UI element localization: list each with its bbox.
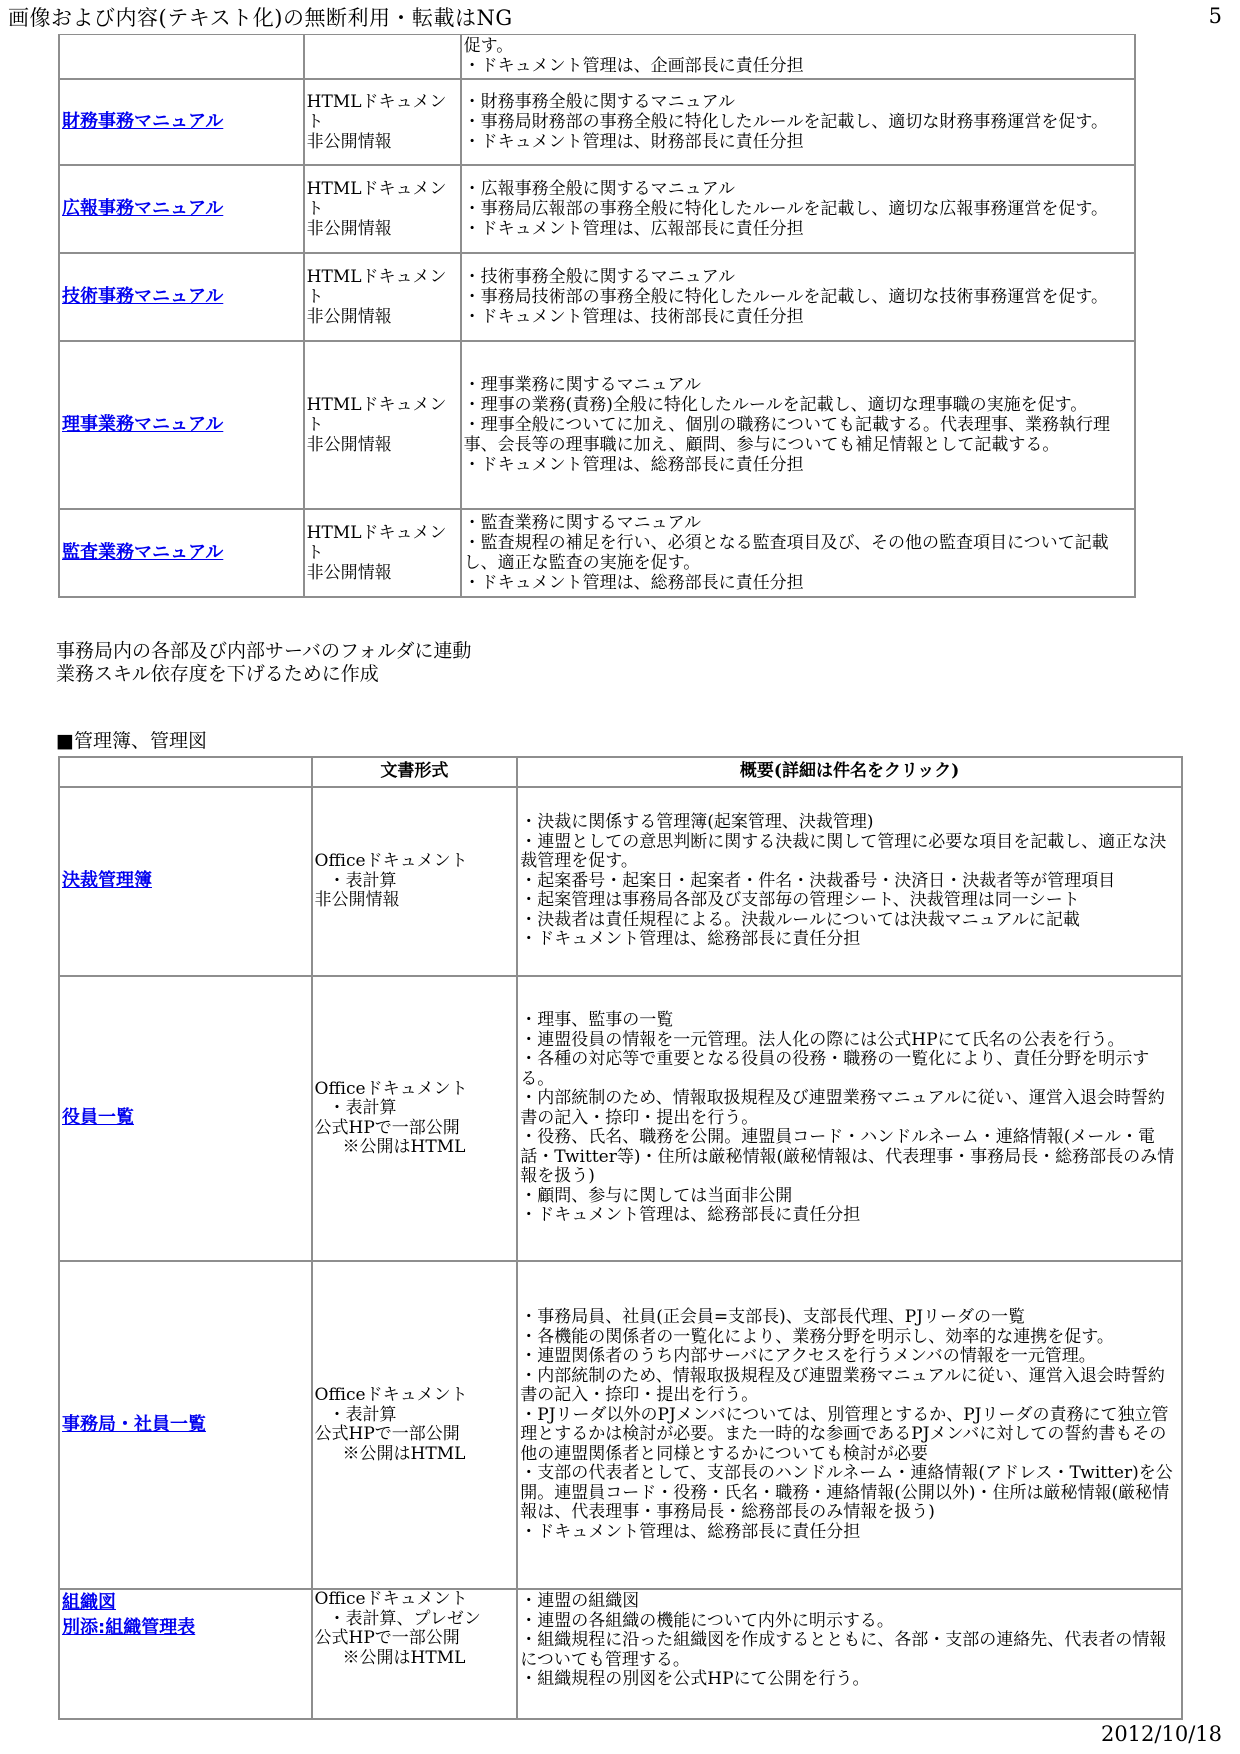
description-line: ・監査業務に関するマニュアル	[463, 512, 701, 533]
description-line: ・内部統制のため、情報取扱規程及び連盟業務マニュアルに従い、運営入退会時誓約書の記入・捺印・提出を行う。	[520, 1088, 1165, 1128]
format-line: HTMLドキュメント	[306, 395, 447, 435]
column-header	[59, 757, 312, 787]
description-line: ・起案管理は事務局各部及び支部毎の管理シート、決裁管理は同一シート	[520, 890, 1080, 911]
pr-manual-link[interactable]: 広報事務マニュアル	[62, 198, 224, 219]
note-line: 事務局内の各部及び内部サーバのフォルダに連動	[56, 640, 472, 662]
format-line: 非公開情報	[306, 132, 392, 152]
description-line: ・連盟関係者のうち内部サーバにアクセスを行うメンバの情報を一元管理。	[520, 1346, 1096, 1366]
org-management-table-link[interactable]: 別添:組織管理表	[62, 1616, 196, 1638]
format-line: Officeドキュメント	[314, 1385, 468, 1405]
format-line: ・表計算	[328, 870, 397, 891]
table-row	[59, 976, 1182, 1261]
format-line: 非公開情報	[314, 890, 400, 911]
format-line: HTMLドキュメント	[306, 523, 447, 563]
format-cell	[304, 34, 461, 79]
finance-manual-link[interactable]: 財務事務マニュアル	[62, 111, 224, 132]
description-line: ・ドキュメント管理は、総務部長に責任分担	[463, 572, 804, 593]
table-row	[59, 509, 1135, 597]
tech-manual-link[interactable]: 技術事務マニュアル	[62, 286, 224, 307]
column-header: 文書形式	[312, 757, 518, 787]
description-line: ・事務局員、社員(正会員=支部長)、支部長代理、PJリーダの一覧	[520, 1307, 1026, 1327]
description-line: ・顧問、参与に関しては当面非公開	[520, 1185, 793, 1206]
description-line: ・連盟役員の情報を一元管理。法人化の際には公式HPにて氏名の公表を行う。	[520, 1029, 1125, 1050]
description-line: ・ドキュメント管理は、総務部長に責任分担	[520, 1205, 861, 1226]
description-cell	[517, 1589, 1182, 1719]
org-chart-link[interactable]: 組織図	[62, 1592, 116, 1613]
description-line: ・監査規程の補足を行い、必須となる監査項目及び、その他の監査項目について記載し、適正な監査の実施を促す。	[463, 532, 1109, 573]
format-cell	[312, 1261, 518, 1589]
format-cell	[304, 253, 461, 341]
format-line: Officeドキュメント	[314, 1078, 468, 1099]
format-line: ・表計算、プレゼン	[328, 1608, 481, 1629]
description-line: ・各種の対応等で重要となる役員の役務・職務の一覧化により、責任分野を明示する。	[520, 1049, 1150, 1089]
format-cell	[312, 976, 518, 1261]
description-line: ・ドキュメント管理は、総務部長に責任分担	[463, 454, 804, 475]
description-line: ・事務局広報部の事務全般に特化したルールを記載し、適切な広報事務運営を促す。	[463, 198, 1108, 219]
format-line: ・表計算	[328, 1098, 397, 1118]
format-cell	[304, 341, 461, 509]
column-header: 概要(詳細は件名をクリック)	[517, 757, 1182, 787]
description-cell	[517, 787, 1182, 976]
officers-list-link[interactable]: 役員一覧	[62, 1107, 134, 1129]
notes	[56, 640, 471, 686]
note-line: 業務スキル依存度を下げるために作成	[56, 663, 379, 685]
description-line: ・理事業務に関するマニュアル	[463, 374, 701, 395]
description-line: ・財務事務全般に関するマニュアル	[463, 91, 735, 112]
table-row	[59, 1589, 1182, 1719]
description-line: ・PJリーダ以外のPJメンバについては、別管理とするか、PJリーダの責務にて独立管理とするかは検討が必要。また一時的な参画であるPJメンバに対しての誓約書もその他の連盟関係者と同様とするかについても検討が必要	[520, 1404, 1169, 1464]
registry-table	[58, 756, 1183, 1720]
table-row	[59, 34, 1135, 79]
description-line: ・理事全般についてに加え、個別の職務についても記載する。代表理事、業務執行理事、会長等の理事職に加え、顧問、参与についても補足情報として記載する。	[463, 414, 1110, 455]
format-cell	[304, 79, 461, 165]
description-line: ・ドキュメント管理は、広報部長に責任分担	[463, 218, 804, 239]
description-line: ・理事の業務(責務)全般に特化したルールを記載し、適切な理事職の実施を促す。	[463, 394, 1088, 415]
format-line: 非公開情報	[306, 307, 392, 327]
description-cell	[461, 253, 1135, 341]
format-line: 非公開情報	[306, 435, 392, 455]
table-row	[59, 79, 1135, 165]
description-line: ・起案番号・起案日・起案者・件名・決裁番号・決済日・決裁者等が管理項目	[520, 870, 1116, 891]
description-line: ・組織規程に沿った組織図を作成するとともに、各部・支部の連絡先、代表者の情報についても管理する。	[520, 1630, 1167, 1670]
name-cell	[59, 34, 304, 79]
format-line: 公式HPで一部公開	[314, 1628, 460, 1648]
description-cell	[461, 79, 1135, 165]
format-cell	[304, 509, 461, 597]
table-row	[59, 253, 1135, 341]
header-title: 画像および内容(テキスト化)の無断利用・転載はNG	[8, 6, 513, 30]
format-line: ※公開はHTML	[342, 1443, 466, 1464]
format-line: HTMLドキュメント	[306, 179, 447, 219]
description-line: ・決裁に関係する管理簿(起案管理、決裁管理)	[520, 812, 874, 833]
description-cell	[461, 34, 1135, 79]
description-line: ・ドキュメント管理は、技術部長に責任分担	[463, 306, 804, 327]
description-line: ・役務、氏名、職務を公開。連盟員コード・ハンドルネーム・連絡情報(メール・電話・Twitter等)・住所は厳秘情報(厳秘情報は、代表理事・事務局長・総務部長のみ情報を扱う)	[520, 1127, 1175, 1187]
description-line: ・決裁者は責任規程による。決裁ルールについては決裁マニュアルに記載	[520, 909, 1080, 930]
description-line: ・事務局財務部の事務全般に特化したルールを記載し、適切な財務事務運営を促す。	[463, 111, 1108, 132]
format-line: Officeドキュメント	[314, 1589, 468, 1609]
description-line: 促す。	[463, 36, 514, 56]
table-header-row	[59, 757, 1182, 787]
description-line: ・ドキュメント管理は、企画部長に責任分担	[463, 56, 804, 76]
manuals-table	[58, 34, 1136, 598]
description-line: ・連盟の各組織の機能について内外に明示する。	[520, 1610, 894, 1631]
description-cell	[517, 1261, 1182, 1589]
footer-date: 2012/10/18	[1100, 1722, 1222, 1746]
format-line: Officeドキュメント	[314, 851, 468, 872]
description-line: ・ドキュメント管理は、財務部長に責任分担	[463, 131, 804, 152]
description-line: ・広報事務全般に関するマニュアル	[463, 178, 735, 199]
description-line: ・連盟の組織図	[520, 1591, 640, 1611]
description-line: ・事務局技術部の事務全般に特化したルールを記載し、適切な技術事務運営を促す。	[463, 286, 1108, 307]
description-line: ・支部の代表者として、支部長のハンドルネーム・連絡情報(アドレス・Twitter)を公開。連盟員コード・役務・氏名・職務・連絡情報(公開以外)・住所は厳秘情報(厳秘情報は、代表理事・事務局長・総務部長のみ情報を扱う)	[520, 1463, 1173, 1522]
description-line: ・組織規程の別図を公式HPにて公開を行う。	[520, 1669, 870, 1689]
description-cell	[461, 165, 1135, 253]
page-header	[0, 0, 1240, 34]
description-line: ・ドキュメント管理は、総務部長に責任分担	[520, 929, 861, 950]
description-line: ・理事、監事の一覧	[520, 1010, 674, 1031]
description-line: ・内部統制のため、情報取扱規程及び連盟業務マニュアルに従い、運営入退会時誓約書の記入・捺印・提出を行う。	[520, 1365, 1165, 1405]
description-line: ・ドキュメント管理は、総務部長に責任分担	[520, 1521, 861, 1542]
format-line: 公式HPで一部公開	[314, 1424, 460, 1444]
table-row	[59, 165, 1135, 253]
format-line: 公式HPで一部公開	[314, 1117, 460, 1138]
table-row	[59, 1261, 1182, 1589]
format-cell	[312, 1589, 518, 1719]
staff-list-link[interactable]: 事務局・社員一覧	[62, 1413, 206, 1435]
description-cell	[461, 341, 1135, 509]
table-row	[59, 787, 1182, 976]
table-row	[59, 341, 1135, 509]
description-cell	[461, 509, 1135, 597]
format-line: 非公開情報	[306, 219, 392, 239]
description-cell	[517, 976, 1182, 1261]
format-line: HTMLドキュメント	[306, 267, 447, 307]
format-line: ※公開はHTML	[342, 1137, 466, 1157]
format-line: 非公開情報	[306, 563, 392, 583]
description-line: ・連盟としての意思判断に関する決裁に関して管理に必要な項目を記載し、適正な決裁管理を促す。	[520, 831, 1167, 872]
section-heading: ■管理簿、管理図	[56, 730, 207, 752]
director-manual-link[interactable]: 理事業務マニュアル	[62, 414, 224, 435]
audit-manual-link[interactable]: 監査業務マニュアル	[62, 542, 224, 563]
description-line: ・各機能の関係者の一覧化により、業務分野を明示し、効率的な連携を促す。	[520, 1326, 1114, 1347]
approval-register-link[interactable]: 決裁管理簿	[62, 870, 152, 892]
page-number: 5	[1208, 4, 1222, 28]
format-line: ・表計算	[328, 1404, 397, 1425]
format-cell	[304, 165, 461, 253]
format-cell	[312, 787, 518, 976]
format-line: HTMLドキュメント	[306, 92, 447, 132]
description-line: ・技術事務全般に関するマニュアル	[463, 266, 735, 287]
format-line: ※公開はHTML	[342, 1647, 466, 1668]
